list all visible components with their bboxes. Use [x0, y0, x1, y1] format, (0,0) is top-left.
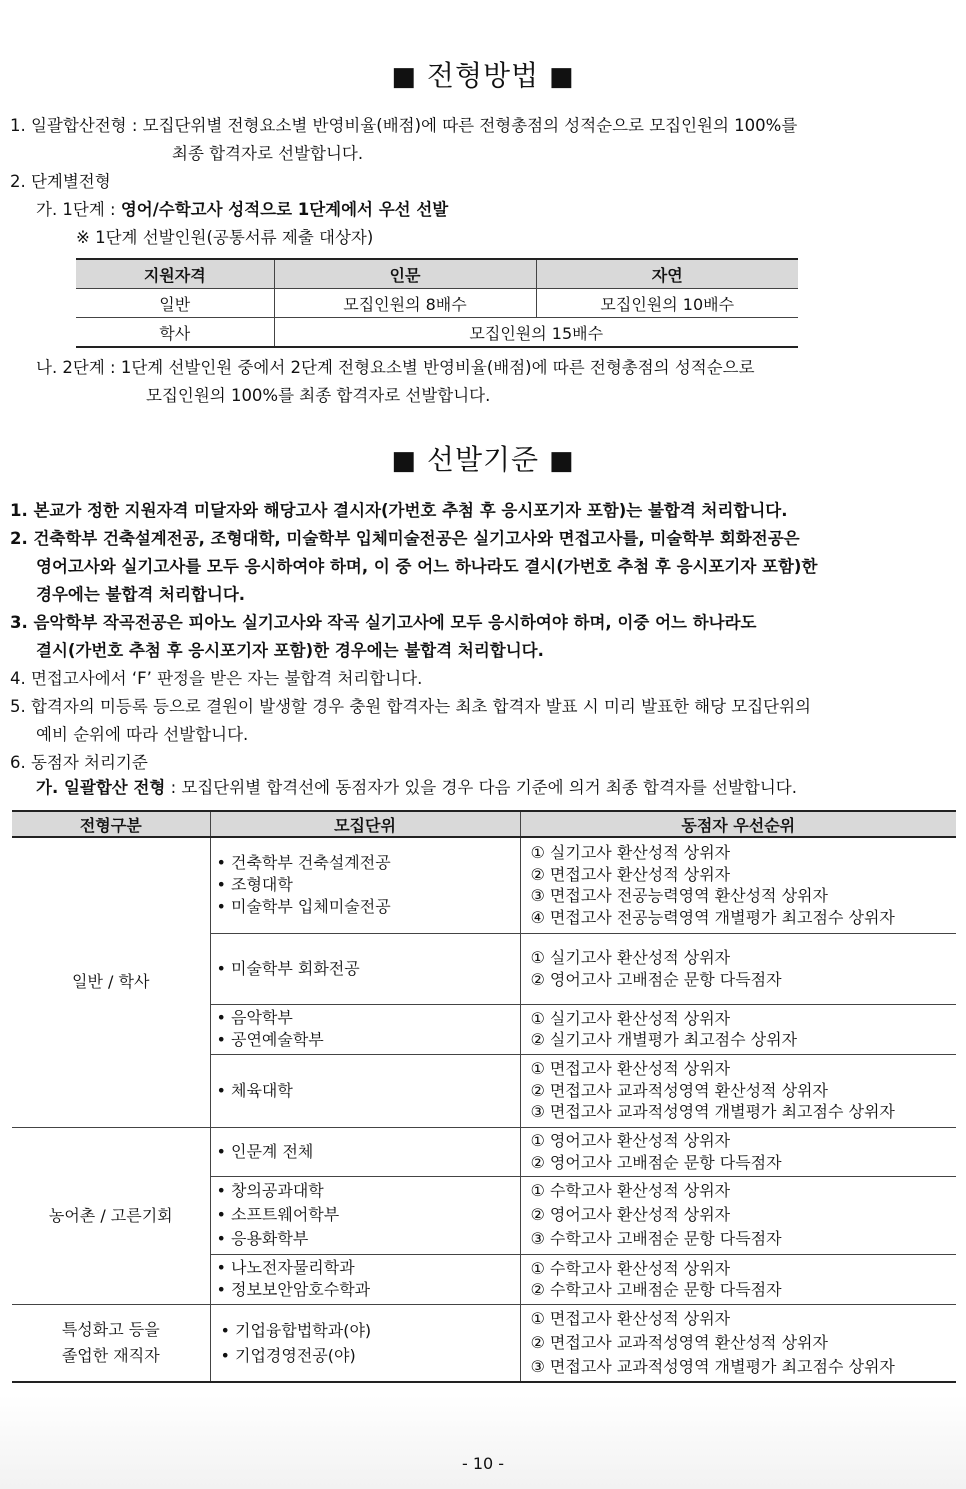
priority-item: ③ 면접고사 교과적성영역 개별평가 최고점수 상위자 — [530, 1356, 895, 1376]
criteria-item-2-cont2: 경우에는 불합격 처리합니다. — [36, 585, 246, 604]
section-title-text: 전형방법 — [426, 59, 540, 92]
unit-item: • 조형대학 — [216, 875, 293, 895]
priority-item: ② 수학고사 고배점순 문항 다득점자 — [530, 1280, 782, 1299]
table-header: 지원자격 — [76, 259, 274, 289]
unit-item: • 기업경영전공(야) — [220, 1345, 356, 1365]
square-bullet-icon: ■ — [549, 62, 575, 92]
method-item-2a — [36, 198, 448, 222]
priority-item: ② 면접고사 교과적성영역 환산성적 상위자 — [530, 1332, 828, 1352]
criteria-item-5-cont: 예비 순위에 따라 선발합니다. — [36, 725, 249, 744]
table-header-row — [76, 259, 798, 289]
criteria-item-6a-text: : 모집단위별 합격선에 동점자가 있을 경우 다음 기준에 의거 최종 합격자를 선발합니다. — [165, 778, 797, 797]
method-item-1: 1. 일괄합산전형 : 모집단위별 전형요소별 반영비율(배점)에 따른 전형총점의 성적순으로 모집인원의 100%를 — [10, 116, 798, 135]
criteria-item-4: 4. 면접고사에서 ‘F’ 판정을 받은 자는 불합격 처리합니다. — [10, 669, 423, 688]
category-cell — [12, 1304, 210, 1382]
table-cell: 모집인원의 10배수 — [536, 289, 798, 318]
table-row — [76, 289, 798, 318]
priority-cell — [520, 1127, 956, 1176]
square-bullet-icon: ■ — [549, 446, 575, 476]
table-header: 자연 — [536, 259, 798, 289]
method-item-2a-text: 영어/수학고사 성적으로 1단계에서 우선 선발 — [120, 200, 449, 219]
priority-item: ② 면접고사 교과적성영역 환산성적 상위자 — [530, 1080, 828, 1100]
unit-cell — [210, 1054, 520, 1127]
table-row — [12, 1127, 956, 1176]
unit-cell — [210, 1254, 520, 1304]
method-item-2b-cont: 모집인원의 100%를 최종 합격자로 선발합니다. — [146, 386, 491, 405]
table-row — [12, 837, 956, 933]
table-header: 전형구분 — [12, 811, 210, 837]
unit-item: • 응용화학부 — [216, 1229, 309, 1248]
unit-item: • 건축학부 건축설계전공 — [216, 853, 391, 873]
unit-item: • 인문계 전체 — [216, 1141, 314, 1161]
criteria-item-6: 6. 동점자 처리기준 — [10, 753, 148, 772]
unit-cell — [210, 1004, 520, 1054]
unit-item: • 공연예술학부 — [216, 1030, 324, 1049]
unit-item: • 정보보안암호수학과 — [216, 1280, 371, 1299]
priority-item: ④ 면접고사 전공능력영역 개별평가 최고점수 상위자 — [530, 907, 895, 927]
table-row — [12, 1304, 956, 1382]
method-note: ※ 1단계 선발인원(공통서류 제출 대상자) — [76, 228, 374, 247]
priority-cell — [520, 1254, 956, 1304]
category-line: 특성화고 등을 — [61, 1319, 160, 1339]
method-item-2a-label: 가. 1단계 : — [36, 200, 121, 219]
section-title-text: 선발기준 — [426, 443, 540, 476]
priority-cell — [520, 1176, 956, 1254]
criteria-item-5: 5. 합격자의 미등록 등으로 결원이 발생할 경우 충원 합격자는 최초 합격자 발표 시 미리 발표한 해당 모집단위의 — [10, 697, 811, 716]
priority-cell — [520, 1054, 956, 1127]
method-item-2b: 나. 2단계 : 1단계 선발인원 중에서 2단계 전형요소별 반영비율(배점)에 따른 전형총점의 성적순으로 — [36, 358, 755, 377]
priority-cell — [520, 1304, 956, 1382]
unit-item: • 체육대학 — [216, 1080, 293, 1100]
category-cell: 농어촌 / 고른기회 — [12, 1127, 210, 1304]
section-title-criteria — [0, 438, 966, 478]
priority-item: ① 면접고사 환산성적 상위자 — [530, 1308, 731, 1328]
priority-cell — [520, 1004, 956, 1054]
square-bullet-icon: ■ — [391, 446, 417, 476]
unit-item: • 나노전자물리학과 — [216, 1258, 355, 1277]
criteria-item-3-cont: 결시(가번호 추첨 후 응시포기자 포함)한 경우에는 불합격 처리합니다. — [36, 641, 544, 660]
priority-item: ② 면접고사 환산성적 상위자 — [530, 864, 731, 884]
priority-item: ① 실기고사 환산성적 상위자 — [530, 948, 731, 967]
criteria-item-1: 1. 본교가 정한 지원자격 미달자와 해당고사 결시자(가번호 추첨 후 응시포기자 포함)는 불합격 처리합니다. — [10, 501, 788, 520]
priority-cell — [520, 933, 956, 1004]
page-number: - 10 - — [461, 1454, 505, 1473]
category-cell: 일반 / 학사 — [12, 837, 210, 1127]
stage1-table — [76, 258, 798, 348]
category-line: 졸업한 재직자 — [61, 1345, 160, 1365]
unit-cell — [210, 1127, 520, 1176]
unit-item: • 미술학부 입체미술전공 — [216, 897, 391, 917]
unit-cell — [210, 1304, 520, 1382]
criteria-item-6a — [36, 776, 797, 800]
unit-item: • 소프트웨어학부 — [216, 1205, 340, 1224]
criteria-item-2: 2. 건축학부 건축설계전공, 조형대학, 미술학부 입체미술전공은 실기고사와 면접고사를, 미술학부 회화전공은 — [10, 529, 800, 548]
criteria-item-3: 3. 음악학부 작곡전공은 피아노 실기고사와 작곡 실기고사에 모두 응시하여야 하며, 이중 어느 하나라도 — [10, 613, 757, 632]
table-cell: 모집인원의 15배수 — [274, 318, 798, 348]
unit-cell — [210, 837, 520, 933]
tiebreak-table — [12, 810, 956, 1383]
unit-item: • 기업융합법학과(야) — [220, 1320, 372, 1340]
criteria-item-6a-label: 가. 일괄합산 전형 — [36, 778, 166, 797]
criteria-item-2-cont: 영어고사와 실기고사를 모두 응시하여야 하며, 이 중 어느 하나라도 결시(가번호 추첨 후 응시포기자 포함)한 — [36, 557, 818, 576]
priority-item: ① 면접고사 환산성적 상위자 — [530, 1059, 731, 1079]
table-header-row — [12, 811, 956, 837]
unit-item: • 창의공과대학 — [216, 1181, 324, 1200]
table-header: 동점자 우선순위 — [520, 811, 956, 837]
priority-item: ① 실기고사 환산성적 상위자 — [530, 843, 731, 863]
unit-cell — [210, 1176, 520, 1254]
table-cell: 모집인원의 8배수 — [274, 289, 536, 318]
priority-item: ② 영어고사 환산성적 상위자 — [530, 1205, 731, 1224]
method-item-1-cont: 최종 합격자로 선발합니다. — [172, 144, 364, 163]
priority-item: ① 실기고사 환산성적 상위자 — [530, 1008, 731, 1028]
priority-item: ③ 수학고사 고배점순 문항 다득점자 — [530, 1229, 782, 1248]
table-cell: 일반 — [76, 289, 274, 318]
table-header: 모집단위 — [210, 811, 520, 837]
table-header: 인문 — [274, 259, 536, 289]
priority-item: ② 실기고사 개별평가 최고점수 상위자 — [530, 1030, 798, 1049]
priority-item: ② 영어고사 고배점순 문항 다득점자 — [530, 969, 782, 989]
unit-item: • 미술학부 회화전공 — [216, 958, 360, 978]
table-row — [76, 318, 798, 348]
method-item-2: 2. 단계별전형 — [10, 172, 111, 191]
priority-item: ③ 면접고사 교과적성영역 개별평가 최고점수 상위자 — [530, 1102, 895, 1122]
priority-item: ③ 면접고사 전공능력영역 환산성적 상위자 — [530, 886, 828, 906]
priority-item: ② 영어고사 고배점순 문항 다득점자 — [530, 1152, 782, 1172]
priority-item: ① 수학고사 환산성적 상위자 — [530, 1258, 731, 1278]
priority-item: ① 영어고사 환산성적 상위자 — [530, 1131, 731, 1150]
unit-item: • 음악학부 — [216, 1008, 293, 1027]
table-cell: 학사 — [76, 318, 274, 348]
section-title-method — [0, 54, 966, 94]
unit-cell — [210, 933, 520, 1004]
priority-cell — [520, 837, 956, 933]
page-bottom-shade — [0, 1395, 966, 1489]
priority-item: ① 수학고사 환산성적 상위자 — [530, 1181, 731, 1200]
square-bullet-icon: ■ — [391, 62, 417, 92]
